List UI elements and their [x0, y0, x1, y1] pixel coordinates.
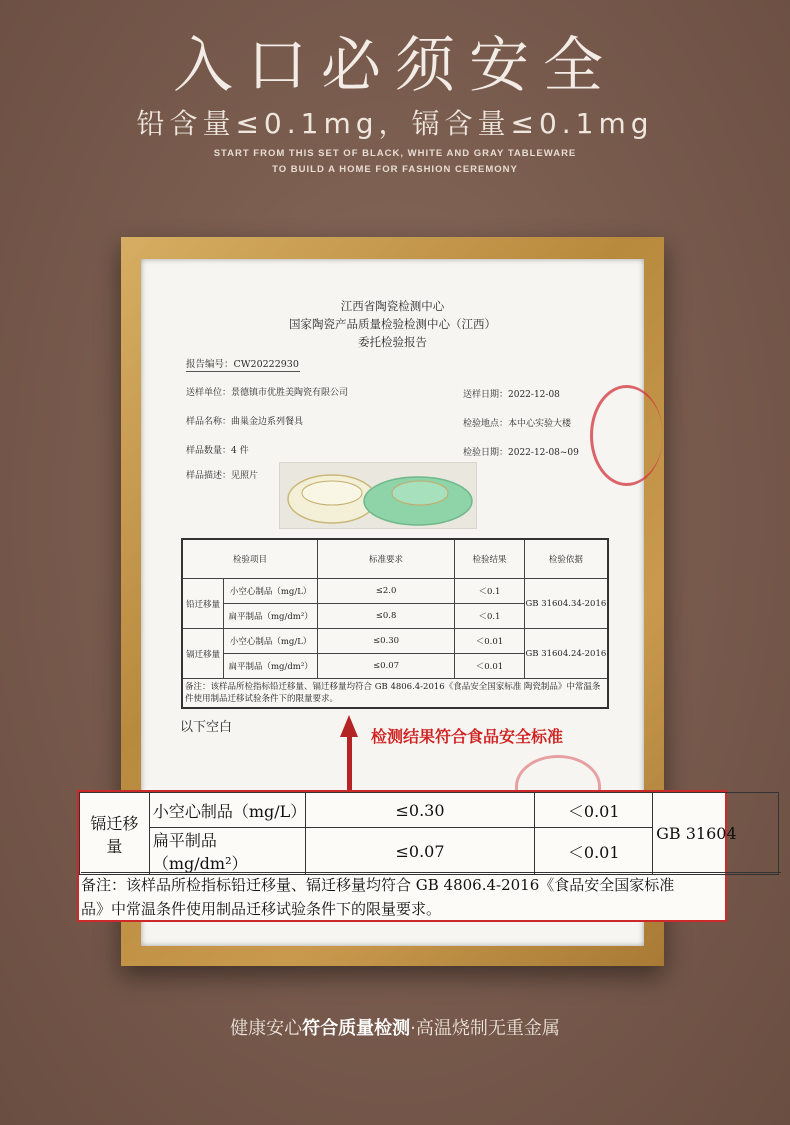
footer-part2: 符合质量检测	[302, 1018, 411, 1039]
lead-basis: GB 31604.34-2016	[524, 579, 608, 629]
zoom-cell: 小空心制品（mg/L）	[149, 793, 305, 828]
sample-desc-field: 样品描述：见照片	[186, 471, 259, 481]
sender-field: 送样单位：景德镇市优胜美陶瓷有限公司	[186, 388, 349, 398]
zoom-basis: GB 31604	[653, 793, 779, 875]
footer-part3: ·高温烧制无重金属	[410, 1018, 560, 1039]
th-standard: 标准要求	[317, 539, 454, 579]
zoom-cell: 扁平制品（mg/dm²）	[149, 828, 305, 875]
th-basis: 检验依据	[524, 539, 608, 579]
zoom-note	[81, 872, 781, 921]
doc-title-line2: 国家陶瓷产品质量检验检测中心（江西）	[289, 317, 496, 331]
table-cell: 扁平制品（mg/dm²）	[224, 604, 318, 629]
zoom-cell: ＜0.01	[535, 828, 653, 875]
zoom-table	[79, 792, 779, 875]
test-place-field: 检验地点：本中心实验大楼	[463, 419, 572, 429]
lead-group-label: 铅迁移量	[182, 579, 224, 629]
subheadline: 铅含量≤0.1mg，镉含量≤0.1mg	[136, 107, 654, 140]
zoom-note-line1: 备注：该样品所检指标铅迁移量、镉迁移量均符合 GB 4806.4-2016《食品安全国家标准	[81, 876, 675, 894]
sample-qty-field: 样品数量：4 件	[186, 446, 249, 456]
footer-part1: 健康安心	[230, 1018, 303, 1039]
footer-slogan	[0, 1014, 790, 1040]
test-date-field: 检验日期：2022-12-08~09	[463, 448, 579, 458]
table-cell: 小空心制品（mg/L）	[224, 629, 318, 654]
zoomed-table-excerpt	[77, 790, 737, 922]
callout-text: 检测结果符合食品安全标准	[371, 727, 564, 746]
table-cell: ＜0.01	[455, 654, 525, 679]
bowls-image	[280, 463, 476, 528]
table-cell: ≤2.0	[317, 579, 454, 604]
doc-title-line3: 委托检验报告	[358, 335, 427, 349]
red-seal-stamp	[590, 385, 663, 486]
table-cell: ＜0.01	[455, 629, 525, 654]
zoom-cell: ≤0.30	[305, 793, 535, 828]
table-cell: ≤0.30	[317, 629, 454, 654]
table-cell: ＜0.1	[455, 604, 525, 629]
zoom-note-line2: 品》中常温条件使用制品迁移试验条件下的限量要求。	[81, 900, 442, 918]
th-result: 检验结果	[455, 539, 525, 579]
cadmium-basis: GB 31604.24-2016	[524, 629, 608, 679]
table-note: 备注：该样品所检指标铅迁移量、镉迁移量均符合 GB 4806.4-2016《食品安全国家标准 陶瓷制品》中常温条件使用制品迁移试验条件下的限量要求。	[182, 679, 608, 709]
zoom-group-label: 镉迁移量	[80, 793, 150, 875]
zoom-cell: ＜0.01	[535, 793, 653, 828]
table-cell: 小空心制品（mg/L）	[224, 579, 318, 604]
cadmium-group-label: 镉迁移量	[182, 629, 224, 679]
headline: 入口必须安全	[173, 31, 617, 101]
english-tagline-2: TO BUILD A HOME FOR FASHION CEREMONY	[272, 164, 518, 175]
sample-name-field: 样品名称：曲巢金边系列餐具	[186, 417, 304, 427]
zoom-cell: ≤0.07	[305, 828, 535, 875]
blank-below-text: 以下空白	[180, 720, 233, 735]
table-cell: ≤0.07	[317, 654, 454, 679]
doc-title-line1: 江西省陶瓷检测中心	[340, 299, 445, 313]
table-cell: ≤0.8	[317, 604, 454, 629]
english-tagline-1: START FROM THIS SET OF BLACK, WHITE AND GRAY TABLEWARE	[213, 148, 577, 159]
table-cell: 扁平制品（mg/dm²）	[224, 654, 318, 679]
report-number: 报告编号：CW20222930	[186, 356, 300, 372]
table-cell: ＜0.1	[455, 579, 525, 604]
send-date-field: 送样日期：2022-12-08	[463, 390, 560, 400]
th-item: 检验项目	[182, 539, 317, 579]
sample-photo	[279, 462, 477, 529]
arrow-shaft	[347, 735, 352, 792]
arrow-up-icon	[340, 715, 358, 737]
certificate-results-table	[181, 538, 609, 709]
